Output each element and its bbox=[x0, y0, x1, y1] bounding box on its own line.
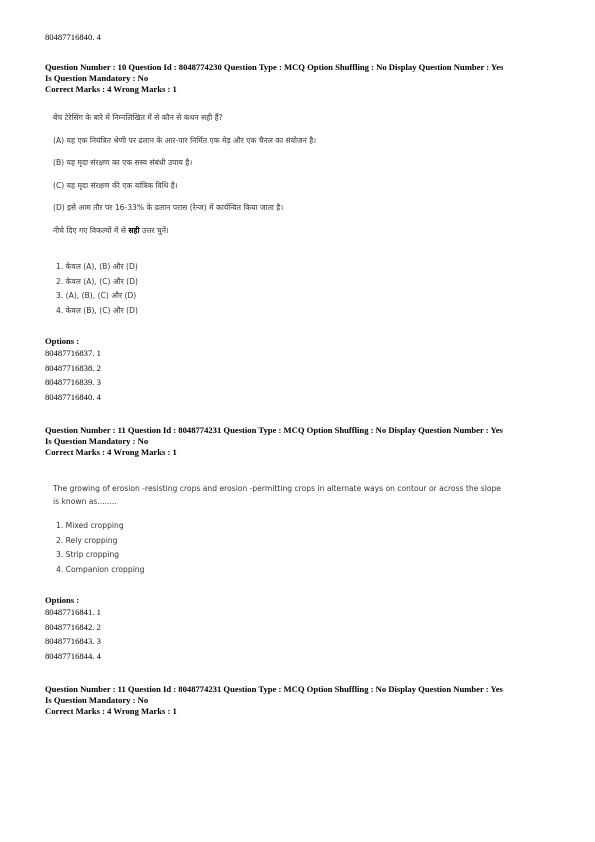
q10-choice-1: 1. केवल (A), (B) और (D) bbox=[56, 262, 138, 271]
q10-choice-3: 3. (A), (B), (C) और (D) bbox=[56, 291, 137, 300]
q11-choice-2: 2. Rely cropping bbox=[56, 535, 118, 545]
q10-statement-b: (B) यह मृदा संरक्षण का एक सस्य संबंधी उपाय है। bbox=[53, 158, 193, 167]
q11-question-text bbox=[53, 482, 501, 508]
q10-statement-c: (C) यह मृदा संरक्षण की एक यांत्रिक विधि है। bbox=[53, 180, 178, 190]
q10-option-4: 80487716840. 4 bbox=[45, 391, 101, 402]
q11-choice-list bbox=[56, 519, 144, 577]
q10-choice-2: 2. केवल (A), (C) और (D) bbox=[56, 276, 138, 286]
q10-question-text: बेंच टेरेसिंग के बारे में निम्नलिखित में से कौन से कथन सही हैं? bbox=[53, 113, 223, 122]
q10-statement-d: (D) इसे आम तौर पर 16-33% के ढलान परास (रेन्ज) में कार्यन्वित किया जाता है। bbox=[53, 203, 284, 212]
q11-header bbox=[45, 425, 503, 458]
q10-options-list bbox=[45, 346, 101, 404]
q10-option-2: 80487716838. 2 bbox=[45, 362, 101, 373]
q11b-header bbox=[45, 684, 503, 717]
q10-header-line3: Correct Marks : 4 Wrong Marks : 1 bbox=[45, 84, 177, 94]
q11b-header-line3: Correct Marks : 4 Wrong Marks : 1 bbox=[45, 706, 177, 716]
carryover-option: 80487716840. 4 bbox=[45, 32, 101, 42]
q10-header-line1: Question Number : 10 Question Id : 8048774230 Question Type : MCQ Option Shuffling : No Display Question Number : Yes bbox=[45, 62, 504, 72]
q11-option-3: 80487716843. 3 bbox=[45, 636, 101, 647]
q10-choice-4: 4. केवल (B), (C) और (D) bbox=[56, 305, 138, 315]
q11-choice-3: 3. Strip cropping bbox=[56, 550, 120, 559]
q11-choice-4: 4. Companion cropping bbox=[56, 564, 145, 574]
q10-question-body bbox=[53, 111, 316, 246]
q11-header-line1: Question Number : 11 Question Id : 8048774231 Question Type : MCQ Option Shuffling : No Display Question Number : Yes bbox=[45, 425, 503, 435]
q10-choice-list bbox=[56, 260, 138, 318]
q10-instruction: नीचे दिए गए विकल्पों में से सही उत्तर चुनें। bbox=[53, 225, 169, 235]
q11-option-1: 80487716841. 1 bbox=[45, 607, 101, 617]
q11-choice-1: 1. Mixed cropping bbox=[56, 521, 124, 530]
q10-header bbox=[45, 62, 503, 95]
q10-header-line2: Is Question Mandatory : No bbox=[45, 73, 149, 83]
q11-header-line3: Correct Marks : 4 Wrong Marks : 1 bbox=[45, 447, 177, 457]
q11b-header-line2: Is Question Mandatory : No bbox=[45, 695, 149, 705]
q10-option-1: 80487716837. 1 bbox=[45, 348, 101, 358]
q11-options-list bbox=[45, 605, 101, 663]
q11-option-4: 80487716844. 4 bbox=[45, 650, 101, 661]
q10-option-3: 80487716839. 3 bbox=[45, 377, 101, 388]
q11-option-2: 80487716842. 2 bbox=[45, 621, 101, 632]
q11-options-label: Options : bbox=[45, 595, 80, 605]
q11-question-line1: The growing of erosion -resisting crops and erosion -permitting crops in alternate ways on contour or across the slope bbox=[53, 484, 501, 493]
q10-options-label: Options : bbox=[45, 336, 80, 346]
q11-header-line2: Is Question Mandatory : No bbox=[45, 436, 149, 446]
q10-instruction-emphasis: सही bbox=[128, 225, 140, 235]
q11b-header-line1: Question Number : 11 Question Id : 8048774231 Question Type : MCQ Option Shuffling : No Display Question Number : Yes bbox=[45, 684, 503, 694]
q11-question-line2: is known as........ bbox=[53, 497, 117, 506]
q10-statement-a: (A) यह एक नियंत्रित श्रेणी पर ढलान के आर-पार निर्मित एक मेड़ और एक चैनल का संयोजन है। bbox=[53, 135, 317, 145]
